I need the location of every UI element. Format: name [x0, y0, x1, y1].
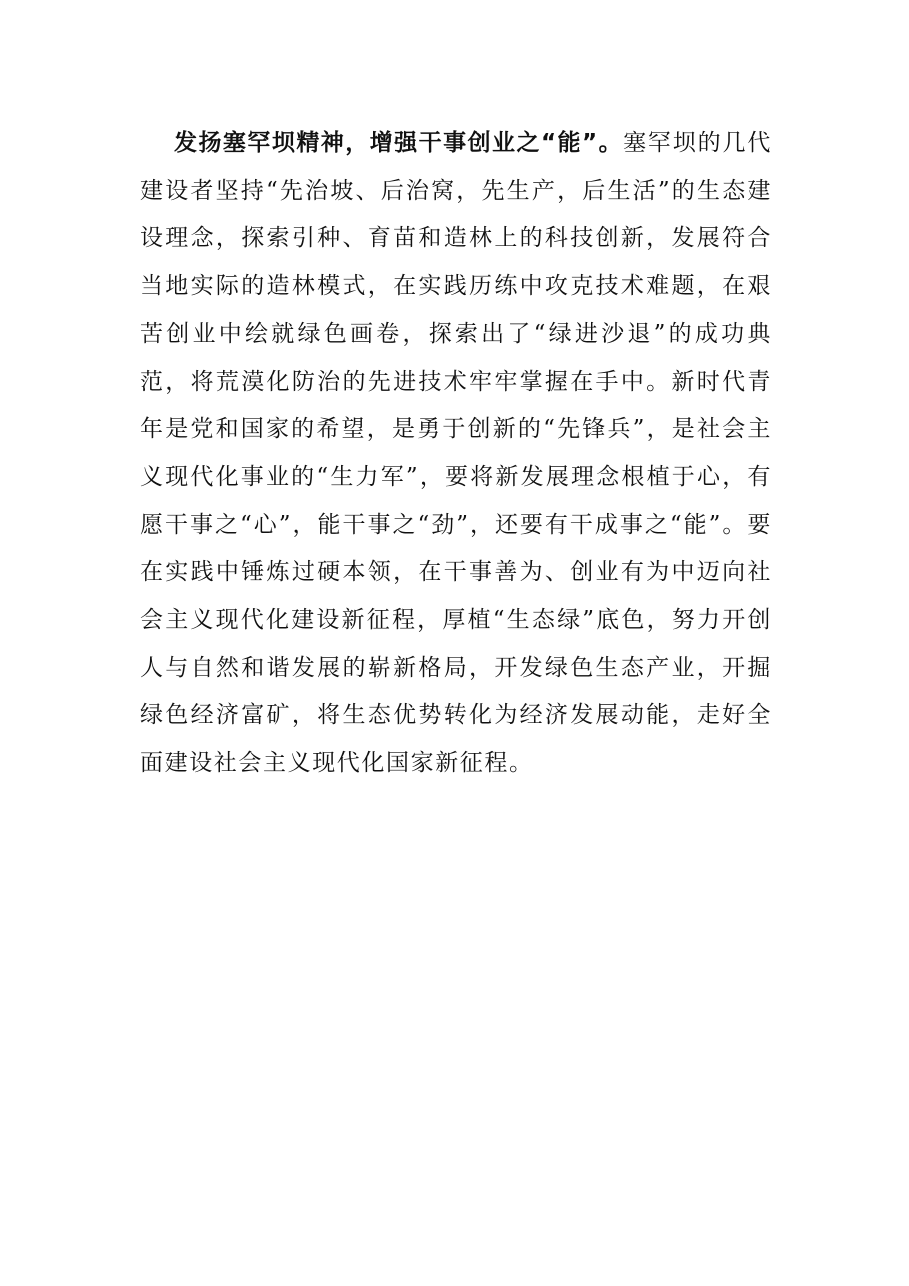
lead-heading: 发扬塞罕坝精神，增强干事创业之“能”。	[174, 130, 624, 156]
paragraph-text: 塞罕坝的几代建设者坚持“先治坡、后治窝，先生产，后生活”的生态建设理念，探索引种、育苗和造林上的科技创新，发展符合当地实际的造林模式，在实践历练中攻克技术难题，在艰苦创业中绘就绿色画卷，探索出了“绿进沙退”的成功典范，将荒漠化防治的先进技术牢牢掌握在手中。新时代青年是党和国家的希望，是勇于创新的“先锋兵”，是社会主义现代化事业的“生力军”，要将新发展理念根植于心，有愿干事之“心”，能干事之“劲”，还要有干成事之“能”。要在实践中锤炼过硬本领，在干事善为、创业有为中迈向社会主义现代化建设新征程，厚植“生态绿”底色，努力开创人与自然和谐发展的崭新格局，开发绿色生态产业，开掘绿色经济富矿，将生态优势转化为经济发展动能，走好全面建设社会主义现代化国家新征程。	[140, 130, 772, 777]
body-paragraph	[140, 120, 772, 788]
